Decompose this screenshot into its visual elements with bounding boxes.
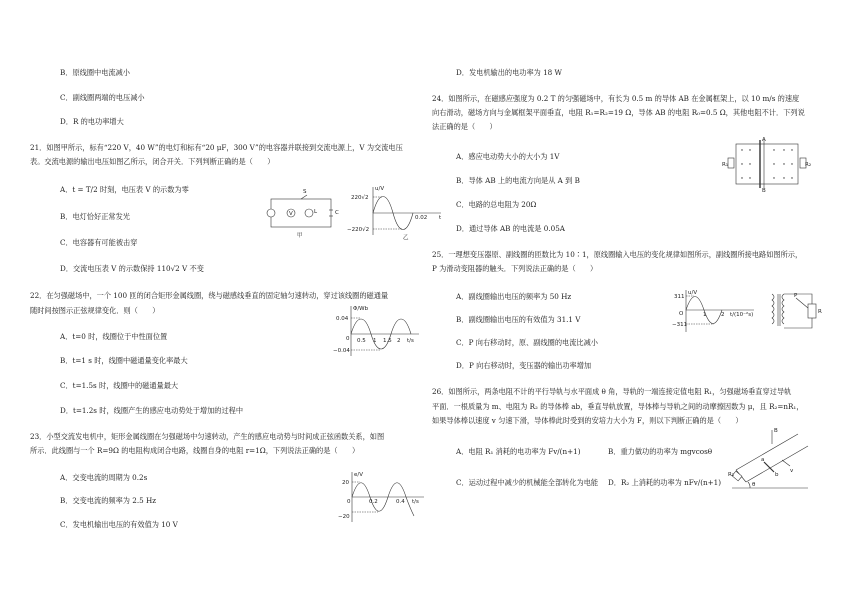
q25-option-b: B．副线圈输出电压的有效值为 31.1 V <box>456 315 581 324</box>
q23-stem-line1: 23．小型交流发电机中，矩形金属线圈在匀强磁场中匀速转动，产生的感应电动势与时间成正弦函数关系，如图 <box>30 432 385 441</box>
q26-option-b: B．重力做功的功率为 mgvcosθ <box>608 447 713 456</box>
q21-option-b: B．电灯恰好正常发光 <box>60 212 130 221</box>
q21-graph-ybottom: −220√2 <box>347 227 370 233</box>
q25-option-c: C．P 向右移动时，原、副线圈的电流比减小 <box>456 338 598 347</box>
q26-label-a: a <box>761 457 765 463</box>
q26-option-a: A．电阻 R₁ 消耗的电功率为 Fv/(n+1) <box>456 447 581 456</box>
q23-graph-ylabel: e/V <box>354 472 363 478</box>
right-column <box>432 0 832 608</box>
q25-option-a: A．副线圈输出电压的频率为 50 Hz <box>456 292 572 301</box>
q25-graph-ybottom: −311 <box>672 322 688 328</box>
q23-emf-graph <box>336 470 430 524</box>
q23-graph-xlabel: t/s <box>412 499 419 505</box>
q23-stem-line2: 所示．此线圈与一个 R=9Ω 的电阻构成闭合电路，线圈自身的电阻 r=1Ω，下列说法正确的是（ ） <box>30 446 360 455</box>
q25-stem-line2: P 为滑动变阻器的触头．下列说法正确的是（ ） <box>432 264 598 273</box>
q25-graph-ylabel: u/V <box>688 290 698 296</box>
q21-lamp-label: L <box>314 209 318 215</box>
q22-option-a: A．t=0 时，线圈位于中性面位置 <box>60 332 168 341</box>
q25-figure <box>672 288 822 334</box>
q22-option-d: D．t=1.2s 时，线圈产生的感应电动势处于增加的过程中 <box>60 406 244 415</box>
q26-stem-line1: 26．如图所示，两条电阻不计的平行导轨与水平面成 θ 角，导轨的一端连接定值电阻 R₁，匀强磁场垂直穿过导轨 <box>432 387 792 396</box>
q22-stem-line1: 22．在匀强磁场中，一个 100 匝的闭合矩形金属线圈，绕与磁感线垂直的固定轴匀速转动，穿过该线圈的磁通量 <box>30 291 389 300</box>
q21-voltmeter-label: V <box>289 211 293 217</box>
q23-option-a: A．交变电流的周期为 0.2s <box>60 473 148 482</box>
q24-label-a: A <box>762 137 766 143</box>
q24-frame-figure <box>722 136 812 192</box>
q23-option-b: B．交变电流的频率为 2.5 Hz <box>60 496 157 505</box>
q21-graph-xval: 0.02 <box>415 215 428 221</box>
q26-stem-line3: 如果导体棒以速度 v 匀速下滑，导体棒此时受到的安培力大小为 F，则以下判断正确的是（ ） <box>432 416 743 425</box>
q25-graph-x1: 1 <box>703 312 707 318</box>
q22-graph-ylabel: Φ/Wb <box>353 306 369 312</box>
q24-option-b: B．导体 AB 上的电流方向是从 A 到 B <box>456 176 580 185</box>
q21-option-c: C．电容器有可能被击穿 <box>60 238 138 247</box>
q26-label-b-field: B <box>774 428 778 434</box>
q24-stem-line2: 向右滑动，磁场方向与金属框架平面垂直，电阻 R₁=R₂=19 Ω，导体 AB 的电阻 R₀=0.5 Ω，其他电阻不计．下列说 <box>432 108 805 117</box>
q26-incline-figure <box>728 426 812 496</box>
q24-stem-line3: 法正确的是（ ） <box>432 122 497 131</box>
q23-graph-x2: 0.4 <box>396 499 405 505</box>
q26-label-theta: θ <box>752 482 756 488</box>
q22-graph-x4: 2 <box>397 338 401 344</box>
q21-option-a: A．t = T/2 时刻，电压表 V 的示数为零 <box>60 185 189 194</box>
q21-option-d: D．交流电压表 V 的示数保持 110√2 V 不变 <box>60 264 204 273</box>
q22-stem-line2: 随时间按图示正弦规律变化．则（ ） <box>30 306 160 315</box>
q20-option-b: B．原线圈中电流减小 <box>60 68 130 77</box>
q25-graph-ytop: 311 <box>674 294 685 300</box>
q24-label-r1: R₁ <box>722 162 729 168</box>
q26-option-c: C．运动过程中减少的机械能全部转化为电能 <box>456 478 599 487</box>
q23-option-c: C．发电机输出电压的有效值为 10 V <box>60 520 178 529</box>
q21-stem-line2: 表。交流电源的输出电压如图乙所示，闭合开关．下列判断正确的是（ ） <box>30 157 275 166</box>
q25-label-r: R <box>818 309 822 315</box>
q24-option-c: C．电路的总电阻为 20Ω <box>456 200 537 209</box>
q24-option-a: A．感应电动势大小的大小为 1V <box>456 152 560 161</box>
q26-label-r1: R₁ <box>728 472 735 478</box>
q26-label-v: v <box>790 468 794 474</box>
q26-stem-line2: 平面．一根质量为 m、电阻为 R₂ 的导体棒 ab，垂直导轨放置，导体棒与导轨之间的动摩擦因数为 μ，且 R₂=nR₁， <box>432 402 804 411</box>
q25-graph-origin: O <box>679 311 684 317</box>
q20-option-d: D．R 的电功率增大 <box>60 117 124 126</box>
q21-stem-line1: 21．如图甲所示，标有“220 V，40 W”的电灯和标有“20 μF，300 V”的电容器并联接到交流电源上，V 为交流电压 <box>30 143 403 152</box>
q22-graph-ytop: 0.04 <box>336 316 349 322</box>
q23-option-d: D．发电机输出的电功率为 18 W <box>456 68 562 77</box>
q23-graph-ytop: 20 <box>342 480 349 486</box>
q25-graph-xlabel: t/(10⁻²s) <box>730 312 754 318</box>
q21-graph-xlabel: t <box>439 215 442 221</box>
q25-option-d: D．P 向右移动时，变压器的输出功率增加 <box>456 361 592 370</box>
q23-graph-ybottom: −20 <box>338 514 350 520</box>
q21-caption-jia: 甲 <box>297 233 303 239</box>
q22-graph-x2: 1 <box>373 338 377 344</box>
q26-option-d: D．R₂ 上消耗的功率为 nFv/(n+1) <box>608 478 722 487</box>
q21-figure <box>265 183 445 241</box>
q24-option-d: D．通过导体 AB 的电流是 0.05A <box>456 224 565 233</box>
q21-caption-yi: 乙 <box>403 235 409 241</box>
q21-circuit <box>267 195 333 227</box>
q24-label-r2: R₂ <box>805 162 812 168</box>
q22-graph-x3: 1.5 <box>383 338 392 344</box>
q21-graph-ylabel: u/V <box>375 186 385 192</box>
q22-graph-ybottom: −0.04 <box>333 348 350 354</box>
q25-graph-x2: 2 <box>721 312 725 318</box>
q22-graph-origin: 0 <box>346 336 350 342</box>
q22-option-b: B．t=1 s 时，线圈中磁通量变化率最大 <box>60 356 188 365</box>
q23-graph-origin: 0 <box>347 499 351 505</box>
q21-switch-label: S <box>303 189 307 195</box>
left-column <box>30 0 442 608</box>
q21-capacitor-label: C <box>335 210 339 216</box>
q25-label-p: P <box>794 293 798 299</box>
q26-label-b: b <box>775 472 779 478</box>
q23-graph-x1: 0.2 <box>369 499 378 505</box>
q24-stem-line1: 24．如图所示，在磁感应强度为 0.2 T 的匀强磁场中，有长为 0.5 m 的导体 AB 在金属框架上，以 10 m/s 的速度 <box>432 94 800 103</box>
q20-option-c: C．副线圈两端的电压减小 <box>60 93 145 102</box>
q24-label-b: B <box>762 188 766 194</box>
q21-graph-ytop: 220√2 <box>351 195 369 201</box>
q25-stem-line1: 25．一理想变压器原、副线圈的匝数比为 10∶1，原线圈输入电压的变化规律如图所示，副线圈所接电路如图所示， <box>432 250 803 259</box>
q22-graph-x1: 0.5 <box>357 338 366 344</box>
q22-flux-graph <box>335 302 425 358</box>
q22-graph-xlabel: t/s <box>407 338 414 344</box>
q22-option-c: C．t=1.5s 时，线圈中的磁通量最大 <box>60 381 179 390</box>
